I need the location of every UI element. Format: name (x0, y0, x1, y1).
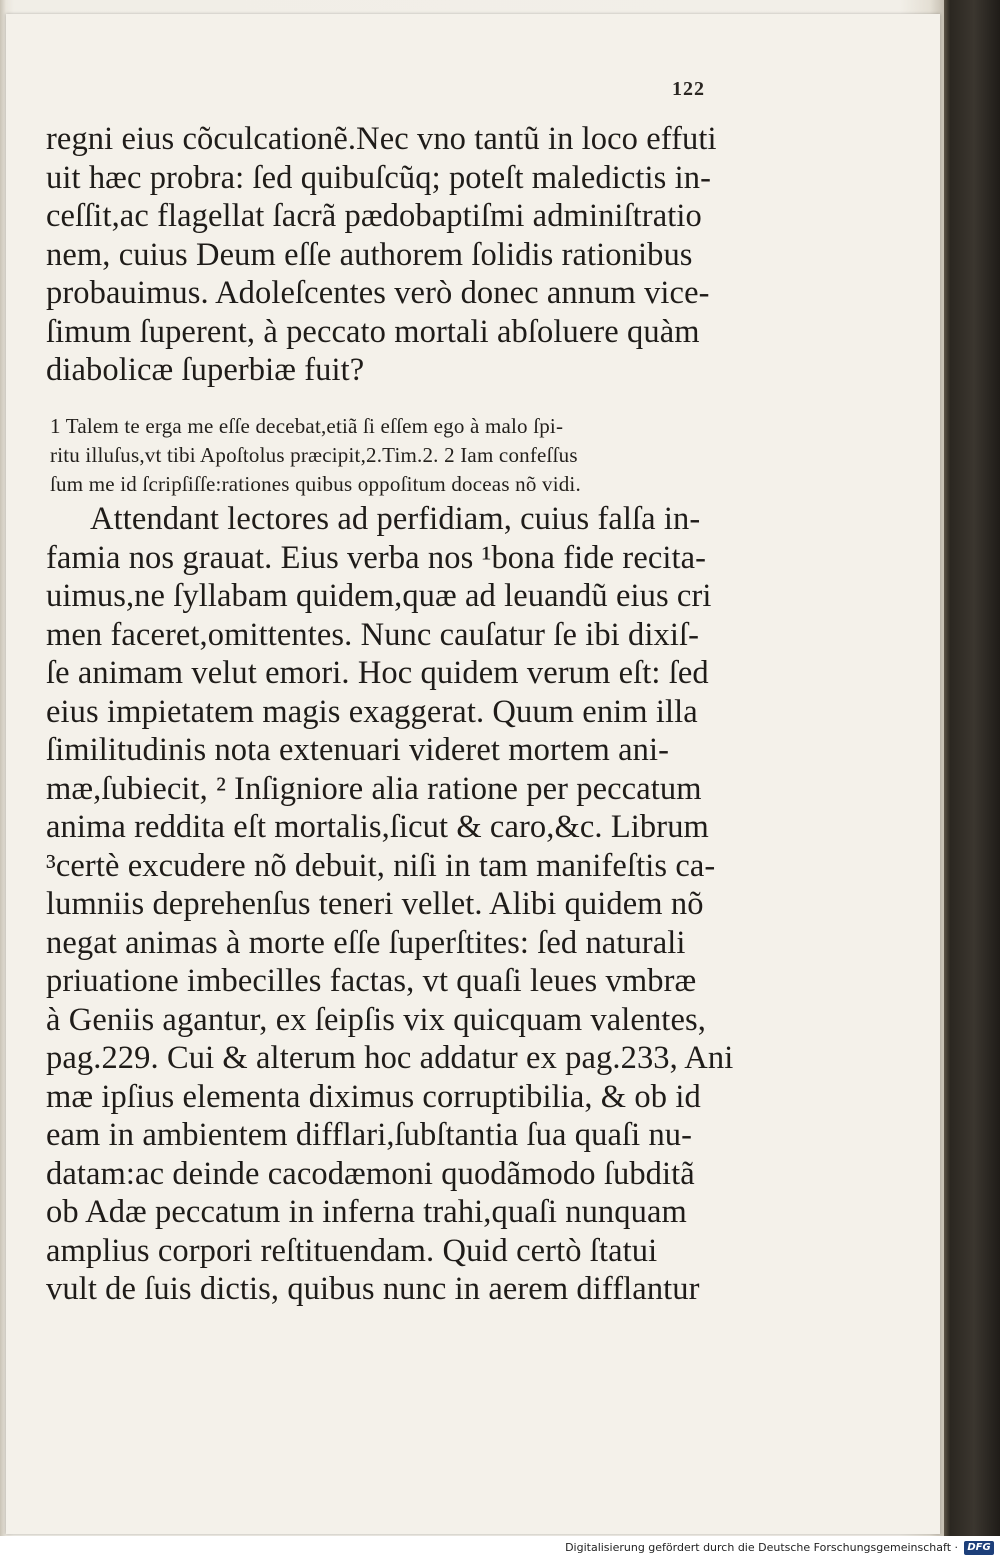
main-text-top (46, 120, 736, 390)
text-line: mæ,ſubiecit, ² Inſigniore alia ratione per peccatum (46, 770, 702, 807)
marginal-footnotes (50, 412, 730, 499)
text-line: priuatione imbecilles factas, vt quaſi leues vmbræ (46, 963, 697, 999)
text-line: ſimum ſuperent, à peccato mortali abſoluere quàm (46, 313, 700, 350)
text-line: amplius corpori reſtituendam. Quid certò ſtatui (46, 1232, 658, 1269)
text-line: diabolicæ ſuperbiæ fuit? (46, 352, 365, 388)
book-spine (944, 0, 1000, 1536)
main-text-bottom (46, 500, 736, 1309)
text-line: uit hæc probra: ſed quibuſcũq; poteſt maledictis in- (46, 159, 711, 196)
text-line: ſe animam velut emori. Hoc quidem verum eſt: ſed (46, 655, 709, 691)
text-line: nem, cuius Deum eſſe authorem ſolidis rationibus (46, 236, 693, 273)
text-line: ³certè excudere nõ debuit, niſi in tam manifeſtis ca- (46, 847, 716, 884)
page-number: 122 (672, 78, 705, 100)
text-line: datam:ac deinde cacodæmoni quodãmodo ſubditã (46, 1155, 695, 1192)
text-line: vult de ſuis dictis, quibus nunc in aerem difflantur (46, 1271, 700, 1307)
text-line: mæ ipſius elementa diximus corruptibilia, & ob id (46, 1078, 701, 1115)
text-line: ob Adæ peccatum in inferna trahi,quaſi nunquam (46, 1194, 687, 1230)
text-line: regni eius cõculcationẽ.Nec vno tantũ in loco effuti (46, 121, 717, 157)
text-line: eius impietatem magis exaggerat. Quum enim illa (46, 693, 698, 730)
footnote-line: ſum me id ſcripſiſſe:rationes quibus oppoſitum doceas nõ vidi. (50, 472, 581, 496)
text-line: men faceret,omittentes. Nunc cauſatur ſe ibi dixiſ- (46, 616, 700, 653)
funding-credit: Digitalisierung gefördert durch die Deutsche Forschungsgemeinschaft · (565, 1541, 958, 1554)
text-line: ſimilitudinis nota extenuari videret mortem ani- (46, 732, 670, 768)
text-line: eam in ambientem difflari,ſubſtantia ſua quaſi nu- (46, 1117, 693, 1153)
footnote-line: 1 Talem te erga me eſſe decebat,etiã ſi eſſem ego à malo ſpi- (50, 414, 564, 438)
text-line: lumniis deprehenſus teneri vellet. Alibi quidem nõ (46, 886, 704, 922)
text-line: à Geniis agantur, ex ſeipſis vix quicquam valentes, (46, 1001, 706, 1038)
text-line: famia nos grauat. Eius verba nos ¹bona fide recita- (46, 539, 707, 576)
text-line: pag.229. Cui & alterum hoc addatur ex pag.233, Ani (46, 1040, 734, 1076)
footer-bar (0, 1536, 1000, 1560)
text-line: probauimus. Adoleſcentes verò donec annum vice- (46, 275, 710, 311)
text-line: negat animas à morte eſſe ſuperſtites: ſed naturali (46, 924, 686, 961)
text-line: uimus,ne ſyllabam quidem,quæ ad leuandũ eius cri (46, 578, 712, 614)
footnote-line: ritu illuſus,vt tibi Apoſtolus præcipit,2.Tim.2. 2 Iam confeſſus (50, 443, 578, 467)
text-line: Attendant lectores ad perfidiam, cuius falſa in- (90, 501, 701, 537)
text-line: anima reddita eſt mortalis,ſicut & caro,&c. Librum (46, 809, 709, 845)
text-line: ceſſit,ac flagellat ſacrã pædobaptiſmi adminiſtratio (46, 198, 702, 234)
dfg-logo: DFG (964, 1541, 994, 1555)
